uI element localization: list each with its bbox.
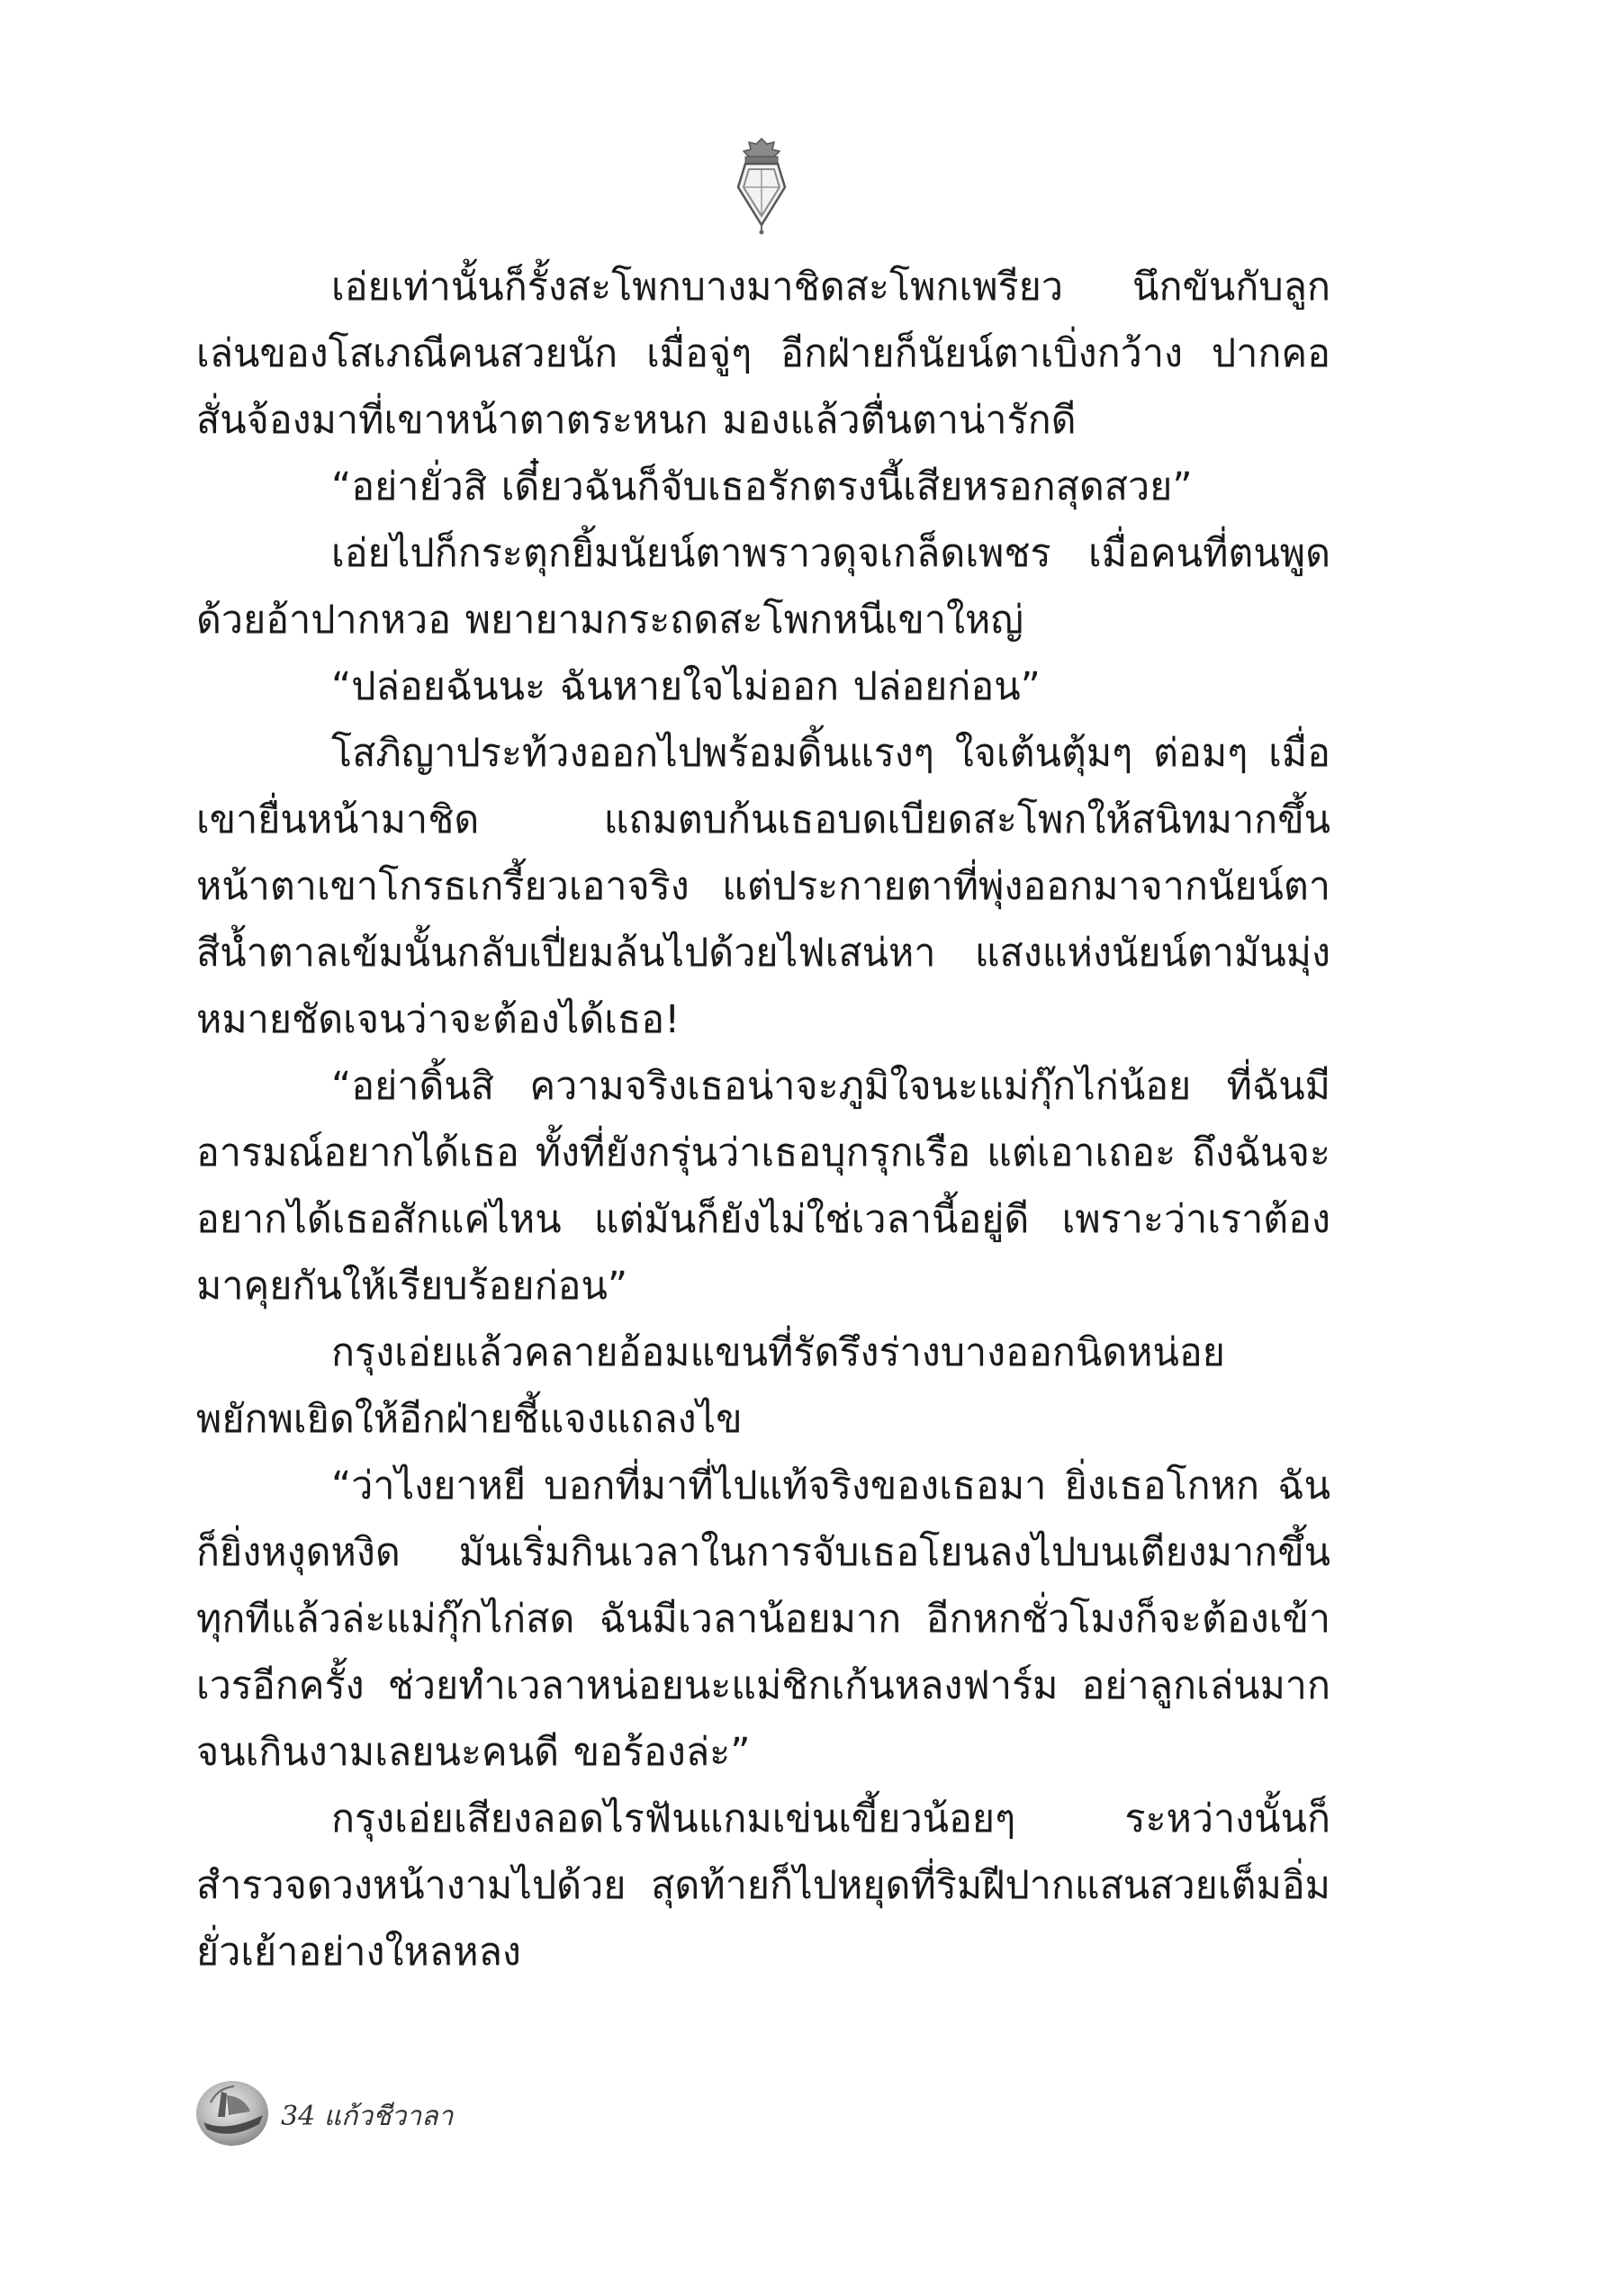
lantern-ornament-icon <box>727 135 796 236</box>
chapter-body-text <box>196 254 1330 1985</box>
footer-line <box>281 2095 453 2138</box>
paragraph: “ปล่อยฉันนะ ฉันหายใจไม่ออก ปล่อยก่อน” <box>331 664 1041 709</box>
paragraph: เอ่ยเท่านั้นก็รั้งสะโพกบางมาชิดสะโพกเพรียว นึกขันกับลูกเล่นของโสเภณีคนสวยนัก เมื่อจู่ๆ อีกฝ่ายก็นัยน์ตาเบิ่งกว้าง ปากคอสั่นจ้องมาที่เขาหน้าตาตระหนก มองแล้วตื่นตาน่ารักดี <box>196 265 1330 443</box>
paragraph: “อย่ายั่วสิ เดี๋ยวฉันก็จับเธอรักตรงนี้เสียหรอกสุดสวย” <box>331 464 1193 509</box>
paragraph: เอ่ยไปก็กระตุกยิ้มนัยน์ตาพราวดุจเกล็ดเพชร เมื่อคนที่ตนพูดด้วยอ้าปากหวอ พยายามกระถดสะโพกหนีเขาใหญ่ <box>196 531 1330 643</box>
paragraph: “อย่าดิ้นสิ ความจริงเธอน่าจะภูมิใจนะแม่กุ๊กไก่น้อย ที่ฉันมีอารมณ์อยากได้เธอ ทั้งที่ยังกรุ่นว่าเธอบุกรุกเรือ แต่เอาเถอะ ถึงฉันจะอยากได้เธอสักแค่ไหน แต่มันก็ยังไม่ใช่เวลานี้อยู่ดี เพราะว่าเราต้องมาคุยกันให้เรียบร้อยก่อน” <box>196 1064 1330 1309</box>
paragraph: กรุงเอ่ยแล้วคลายอ้อมแขนที่รัดรึงร่างบางออกนิดหน่อย พยักพเยิดให้อีกฝ่ายชี้แจงแถลงไข <box>196 1330 1225 1442</box>
page-number: 34 <box>281 2101 316 2132</box>
paragraph: โสภิญาประท้วงออกไปพร้อมดิ้นแรงๆ ใจเต้นตุ้มๆ ต่อมๆ เมื่อเขายื่นหน้ามาชิด แถมตบก้นเธอบดเบียดสะโพกให้สนิทมากขึ้น หน้าตาเขาโกรธเกรี้ยวเอาจริง แต่ประกายตาที่พุ่งออกมาจากนัยน์ตาสีน้ำตาลเข้มนั้นกลับเปี่ยมล้นไปด้วยไฟเสน่หา แสงแห่งนัยน์ตามันมุ่งหมายชัดเจนว่าจะต้องได้เธอ! <box>196 731 1330 1042</box>
page-footer <box>191 2070 551 2151</box>
boat-emblem-icon <box>191 2070 277 2149</box>
paragraph: “ว่าไงยาหยี บอกที่มาที่ไปแท้จริงของเธอมา ยิ่งเธอโกหก ฉันก็ยิ่งหงุดหงิด มันเริ่มกินเวลาในการจับเธอโยนลงไปบนเตียงมากขึ้นทุกทีแล้วล่ะแม่กุ๊กไก่สด ฉันมีเวลาน้อยมาก อีกหกชั่วโมงก็จะต้องเข้าเวรอีกครั้ง ช่วยทำเวลาหน่อยนะแม่ชิกเก้นหลงฟาร์ม อย่าลูกเล่นมากจนเกินงามเลยนะคนดี ขอร้องล่ะ” <box>196 1463 1330 1775</box>
book-title: แก้วชีวาลา <box>323 2101 454 2132</box>
paragraph: กรุงเอ่ยเสียงลอดไรฟันแกมเข่นเขี้ยวน้อยๆ ระหว่างนั้นก็สำรวจดวงหน้างามไปด้วย สุดท้ายก็ไปหยุดที่ริมฝีปากแสนสวยเต็มอิ่มยั่วเย้าอย่างใหลหลง <box>196 1796 1330 1975</box>
